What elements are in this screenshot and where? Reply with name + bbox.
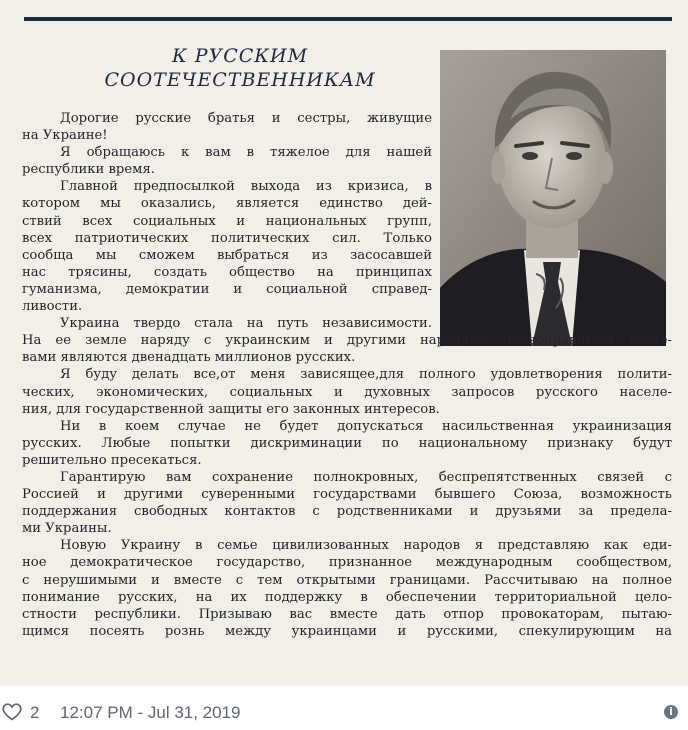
text-line: Дорогие русские братья и сестры, живущие <box>60 111 432 126</box>
text-line: всех патриотических политических сил. Только <box>22 230 432 246</box>
text-line: решительно пресекаться. <box>22 452 202 468</box>
text-line: нас трясины, создать общество на принципах <box>22 264 432 280</box>
info-icon[interactable]: i <box>664 705 678 719</box>
text-line: ствий всех социальных и национальных групп, <box>22 213 432 229</box>
text-line: с нерушимыми и вместе с тем открытыми границами. Рассчитываю на полное <box>22 572 672 588</box>
text-line: понимание русских, на их поддержку в обеспечении территориальной цело- <box>22 589 672 605</box>
tweet-timestamp[interactable]: 12:07 PM - Jul 31, 2019 <box>60 703 241 722</box>
top-rule <box>24 17 672 21</box>
text-line: стности республики. Призываю вас вместе дать отпор провокаторам, пытаю- <box>22 606 672 622</box>
text-line: Я обращаюсь к вам в тяжелое для нашей <box>60 145 432 161</box>
text-line: котором мы оказались, является единство дей- <box>22 196 432 212</box>
text-line: Россией и другими суверенными государствами бывшего Союза, возможность <box>22 487 672 503</box>
text-line: ния, для государственной защиты его законных интересов. <box>22 401 440 417</box>
text-line: русских. Любые попытки дискриминации по национальному признаку будут <box>22 435 672 451</box>
text-line: Ни в коем случае не будет допускаться насильственная украинизация <box>60 418 672 434</box>
text-line: ливости. <box>22 299 83 315</box>
text-line: на Украине! <box>22 128 108 144</box>
text-line: поддержания свободных контактов с родственниками и друзьями за предела- <box>22 504 672 520</box>
text-line: сообща мы сможем выбраться из засосавшей <box>22 247 432 263</box>
heart-icon[interactable] <box>2 703 22 721</box>
text-line: Я буду делать все,от меня зависящее,для полного удовлетворения полити- <box>60 367 672 383</box>
tweet-footer <box>0 700 688 730</box>
text-line: Главной предпосылкой выхода из кризиса, в <box>60 179 432 195</box>
text-line: Гарантирую вам сохранение полнокровных, беспрепятственных связей с <box>60 469 672 485</box>
text-line: На ее земле наряду с украинским и другими народами полноправными хозяе- <box>22 333 672 349</box>
text-line: ми Украины. <box>22 521 112 537</box>
article-body <box>22 110 672 640</box>
title-line: К РУССКИМ <box>171 45 309 67</box>
text-line: Украина твердо стала на путь независимости. <box>60 316 432 332</box>
title-line: СООТЕЧЕСТВЕННИКАМ <box>104 69 376 91</box>
text-line: ное демократическое государство, признанное международным сообществом, <box>22 555 672 571</box>
text-line: щимся посеять рознь между украинцами и русскими, спекулирующим на <box>22 623 672 639</box>
text-line: гуманизма, демократии и социальной справед- <box>22 281 432 297</box>
text-line: республики время. <box>22 162 155 178</box>
like-count: 2 <box>30 703 40 722</box>
text-line: ческих, экономических, социальных и духовных запросов русского населе- <box>22 384 672 400</box>
article-title <box>70 44 410 92</box>
text-line: вами являются двенадцать миллионов русских. <box>22 350 356 366</box>
text-line: Новую Украину в семье цивилизованных народов я представляю как еди- <box>60 538 672 554</box>
